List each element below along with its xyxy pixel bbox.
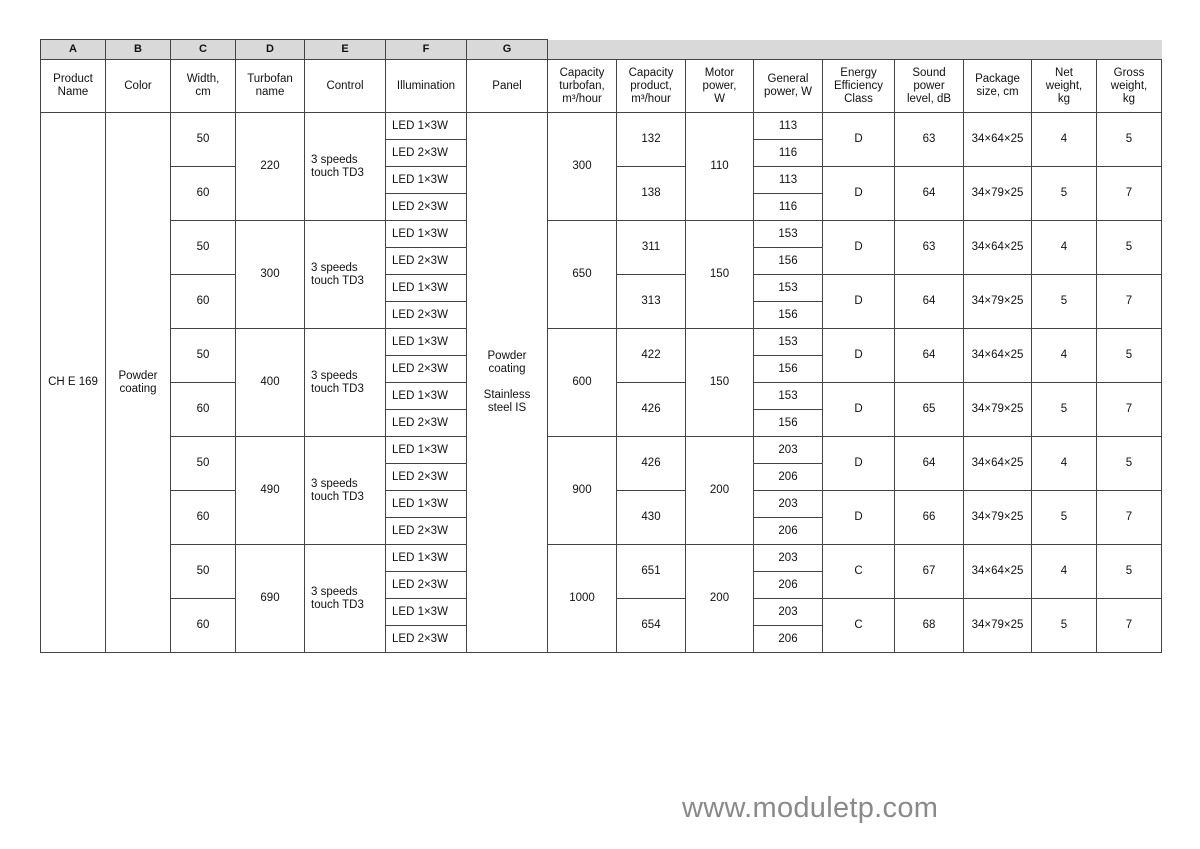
header-product-name: Product Name — [41, 60, 106, 113]
net-weight-cell: 4 — [1032, 221, 1097, 275]
net-weight-cell: 4 — [1032, 113, 1097, 167]
gross-weight-cell: 5 — [1097, 113, 1162, 167]
general-power-cell: 153 — [754, 221, 823, 248]
package-size-cell: 34×79×25 — [964, 275, 1032, 329]
control-cell: 3 speeds touch TD3 — [305, 113, 386, 221]
width-cell: 60 — [171, 167, 236, 221]
gross-weight-cell: 7 — [1097, 491, 1162, 545]
illumination-cell: LED 2×3W — [386, 248, 467, 275]
energy-class-cell: D — [823, 275, 895, 329]
column-letter: B — [106, 40, 171, 60]
capacity-turbofan-cell: 650 — [548, 221, 617, 329]
illumination-cell: LED 2×3W — [386, 518, 467, 545]
illumination-cell: LED 2×3W — [386, 140, 467, 167]
illumination-cell: LED 1×3W — [386, 167, 467, 194]
header-control: Control — [305, 60, 386, 113]
package-size-cell: 34×64×25 — [964, 545, 1032, 599]
column-letter: E — [305, 40, 386, 60]
panel-cell: Powder coating Stainless steel IS — [467, 113, 548, 653]
net-weight-cell: 5 — [1032, 383, 1097, 437]
general-power-cell: 156 — [754, 302, 823, 329]
package-size-cell: 34×79×25 — [964, 167, 1032, 221]
illumination-cell: LED 2×3W — [386, 464, 467, 491]
motor-power-cell: 150 — [686, 329, 754, 437]
sound-level-cell: 65 — [895, 383, 964, 437]
general-power-cell: 116 — [754, 140, 823, 167]
turbofan-name-cell: 490 — [236, 437, 305, 545]
capacity-product-cell: 422 — [617, 329, 686, 383]
sound-level-cell: 68 — [895, 599, 964, 653]
illumination-cell: LED 1×3W — [386, 437, 467, 464]
capacity-product-cell: 313 — [617, 275, 686, 329]
general-power-cell: 156 — [754, 248, 823, 275]
header-panel: Panel — [467, 60, 548, 113]
header-row — [41, 60, 1162, 113]
width-cell: 60 — [171, 275, 236, 329]
package-size-cell: 34×64×25 — [964, 113, 1032, 167]
motor-power-cell: 200 — [686, 545, 754, 653]
table-row — [41, 437, 1162, 464]
capacity-product-cell: 651 — [617, 545, 686, 599]
header-general-power: General power, W — [754, 60, 823, 113]
header-sound-level: Sound power level, dB — [895, 60, 964, 113]
header-capacity-product: Capacity product, m³/hour — [617, 60, 686, 113]
package-size-cell: 34×64×25 — [964, 329, 1032, 383]
general-power-cell: 153 — [754, 383, 823, 410]
illumination-cell: LED 1×3W — [386, 599, 467, 626]
capacity-turbofan-cell: 300 — [548, 113, 617, 221]
energy-class-cell: C — [823, 599, 895, 653]
general-power-cell: 113 — [754, 113, 823, 140]
control-cell: 3 speeds touch TD3 — [305, 329, 386, 437]
sound-level-cell: 64 — [895, 167, 964, 221]
illumination-cell: LED 1×3W — [386, 545, 467, 572]
column-letter: D — [236, 40, 305, 60]
energy-class-cell: D — [823, 383, 895, 437]
header-color: Color — [106, 60, 171, 113]
capacity-product-cell: 311 — [617, 221, 686, 275]
capacity-turbofan-cell: 900 — [548, 437, 617, 545]
general-power-cell: 206 — [754, 518, 823, 545]
column-letter: C — [171, 40, 236, 60]
control-cell: 3 speeds touch TD3 — [305, 437, 386, 545]
energy-class-cell: C — [823, 545, 895, 599]
header-capacity-turbofan: Capacity turbofan, m³/hour — [548, 60, 617, 113]
capacity-product-cell: 654 — [617, 599, 686, 653]
illumination-cell: LED 1×3W — [386, 329, 467, 356]
width-cell: 50 — [171, 113, 236, 167]
net-weight-cell: 5 — [1032, 491, 1097, 545]
color-cell: Powder coating — [106, 113, 171, 653]
capacity-turbofan-cell: 1000 — [548, 545, 617, 653]
width-cell: 50 — [171, 437, 236, 491]
spec-table — [40, 39, 1162, 653]
header-energy-class: Energy Efficiency Class — [823, 60, 895, 113]
motor-power-cell: 110 — [686, 113, 754, 221]
sound-level-cell: 63 — [895, 221, 964, 275]
general-power-cell: 203 — [754, 599, 823, 626]
general-power-cell: 203 — [754, 545, 823, 572]
general-power-cell: 206 — [754, 464, 823, 491]
width-cell: 50 — [171, 329, 236, 383]
net-weight-cell: 4 — [1032, 329, 1097, 383]
motor-power-cell: 200 — [686, 437, 754, 545]
gross-weight-cell: 5 — [1097, 437, 1162, 491]
width-cell: 60 — [171, 599, 236, 653]
width-cell: 50 — [171, 545, 236, 599]
column-letter: G — [467, 40, 548, 60]
general-power-cell: 153 — [754, 329, 823, 356]
gross-weight-cell: 7 — [1097, 599, 1162, 653]
gross-weight-cell: 7 — [1097, 383, 1162, 437]
width-cell: 50 — [171, 221, 236, 275]
illumination-cell: LED 2×3W — [386, 356, 467, 383]
energy-class-cell: D — [823, 437, 895, 491]
energy-class-cell: D — [823, 329, 895, 383]
sound-level-cell: 67 — [895, 545, 964, 599]
sound-level-cell: 63 — [895, 113, 964, 167]
package-size-cell: 34×79×25 — [964, 383, 1032, 437]
illumination-cell: LED 2×3W — [386, 626, 467, 653]
general-power-cell: 203 — [754, 491, 823, 518]
net-weight-cell: 4 — [1032, 545, 1097, 599]
sound-level-cell: 66 — [895, 491, 964, 545]
energy-class-cell: D — [823, 113, 895, 167]
general-power-cell: 156 — [754, 356, 823, 383]
turbofan-name-cell: 400 — [236, 329, 305, 437]
header-illumination: Illumination — [386, 60, 467, 113]
width-cell: 60 — [171, 383, 236, 437]
table-row — [41, 221, 1162, 248]
illumination-cell: LED 2×3W — [386, 302, 467, 329]
column-letter-row — [41, 40, 1162, 60]
gross-weight-cell: 7 — [1097, 275, 1162, 329]
capacity-turbofan-cell: 600 — [548, 329, 617, 437]
column-letter: F — [386, 40, 467, 60]
motor-power-cell: 150 — [686, 221, 754, 329]
general-power-cell: 206 — [754, 626, 823, 653]
energy-class-cell: D — [823, 491, 895, 545]
net-weight-cell: 5 — [1032, 275, 1097, 329]
gross-weight-cell: 5 — [1097, 221, 1162, 275]
illumination-cell: LED 2×3W — [386, 572, 467, 599]
product-name-cell: CH E 169 — [41, 113, 106, 653]
table-row — [41, 545, 1162, 572]
package-size-cell: 34×79×25 — [964, 491, 1032, 545]
capacity-product-cell: 426 — [617, 437, 686, 491]
illumination-cell: LED 1×3W — [386, 221, 467, 248]
general-power-cell: 203 — [754, 437, 823, 464]
header-net-weight: Net weight, kg — [1032, 60, 1097, 113]
net-weight-cell: 5 — [1032, 167, 1097, 221]
website-url: www.moduletp.com — [682, 792, 939, 824]
illumination-cell: LED 1×3W — [386, 383, 467, 410]
control-cell: 3 speeds touch TD3 — [305, 545, 386, 653]
column-letter: A — [41, 40, 106, 60]
header-width: Width, cm — [171, 60, 236, 113]
general-power-cell: 206 — [754, 572, 823, 599]
table-body — [41, 40, 1162, 653]
illumination-cell: LED 2×3W — [386, 410, 467, 437]
table-row — [41, 329, 1162, 356]
energy-class-cell: D — [823, 221, 895, 275]
illumination-cell: LED 1×3W — [386, 275, 467, 302]
control-cell: 3 speeds touch TD3 — [305, 221, 386, 329]
general-power-cell: 153 — [754, 275, 823, 302]
gross-weight-cell: 5 — [1097, 329, 1162, 383]
general-power-cell: 116 — [754, 194, 823, 221]
capacity-product-cell: 132 — [617, 113, 686, 167]
illumination-cell: LED 1×3W — [386, 491, 467, 518]
letter-row-blank — [548, 40, 1162, 60]
capacity-product-cell: 426 — [617, 383, 686, 437]
header-package-size: Package size, cm — [964, 60, 1032, 113]
sound-level-cell: 64 — [895, 275, 964, 329]
package-size-cell: 34×64×25 — [964, 221, 1032, 275]
energy-class-cell: D — [823, 167, 895, 221]
package-size-cell: 34×79×25 — [964, 599, 1032, 653]
turbofan-name-cell: 300 — [236, 221, 305, 329]
capacity-product-cell: 430 — [617, 491, 686, 545]
turbofan-name-cell: 220 — [236, 113, 305, 221]
net-weight-cell: 5 — [1032, 599, 1097, 653]
sound-level-cell: 64 — [895, 329, 964, 383]
sound-level-cell: 64 — [895, 437, 964, 491]
general-power-cell: 113 — [754, 167, 823, 194]
header-motor-power: Motor power, W — [686, 60, 754, 113]
gross-weight-cell: 5 — [1097, 545, 1162, 599]
capacity-product-cell: 138 — [617, 167, 686, 221]
width-cell: 60 — [171, 491, 236, 545]
package-size-cell: 34×64×25 — [964, 437, 1032, 491]
net-weight-cell: 4 — [1032, 437, 1097, 491]
general-power-cell: 156 — [754, 410, 823, 437]
illumination-cell: LED 2×3W — [386, 194, 467, 221]
header-gross-weight: Gross weight, kg — [1097, 60, 1162, 113]
table-row — [41, 113, 1162, 140]
header-turbofan-name: Turbofan name — [236, 60, 305, 113]
turbofan-name-cell: 690 — [236, 545, 305, 653]
illumination-cell: LED 1×3W — [386, 113, 467, 140]
gross-weight-cell: 7 — [1097, 167, 1162, 221]
